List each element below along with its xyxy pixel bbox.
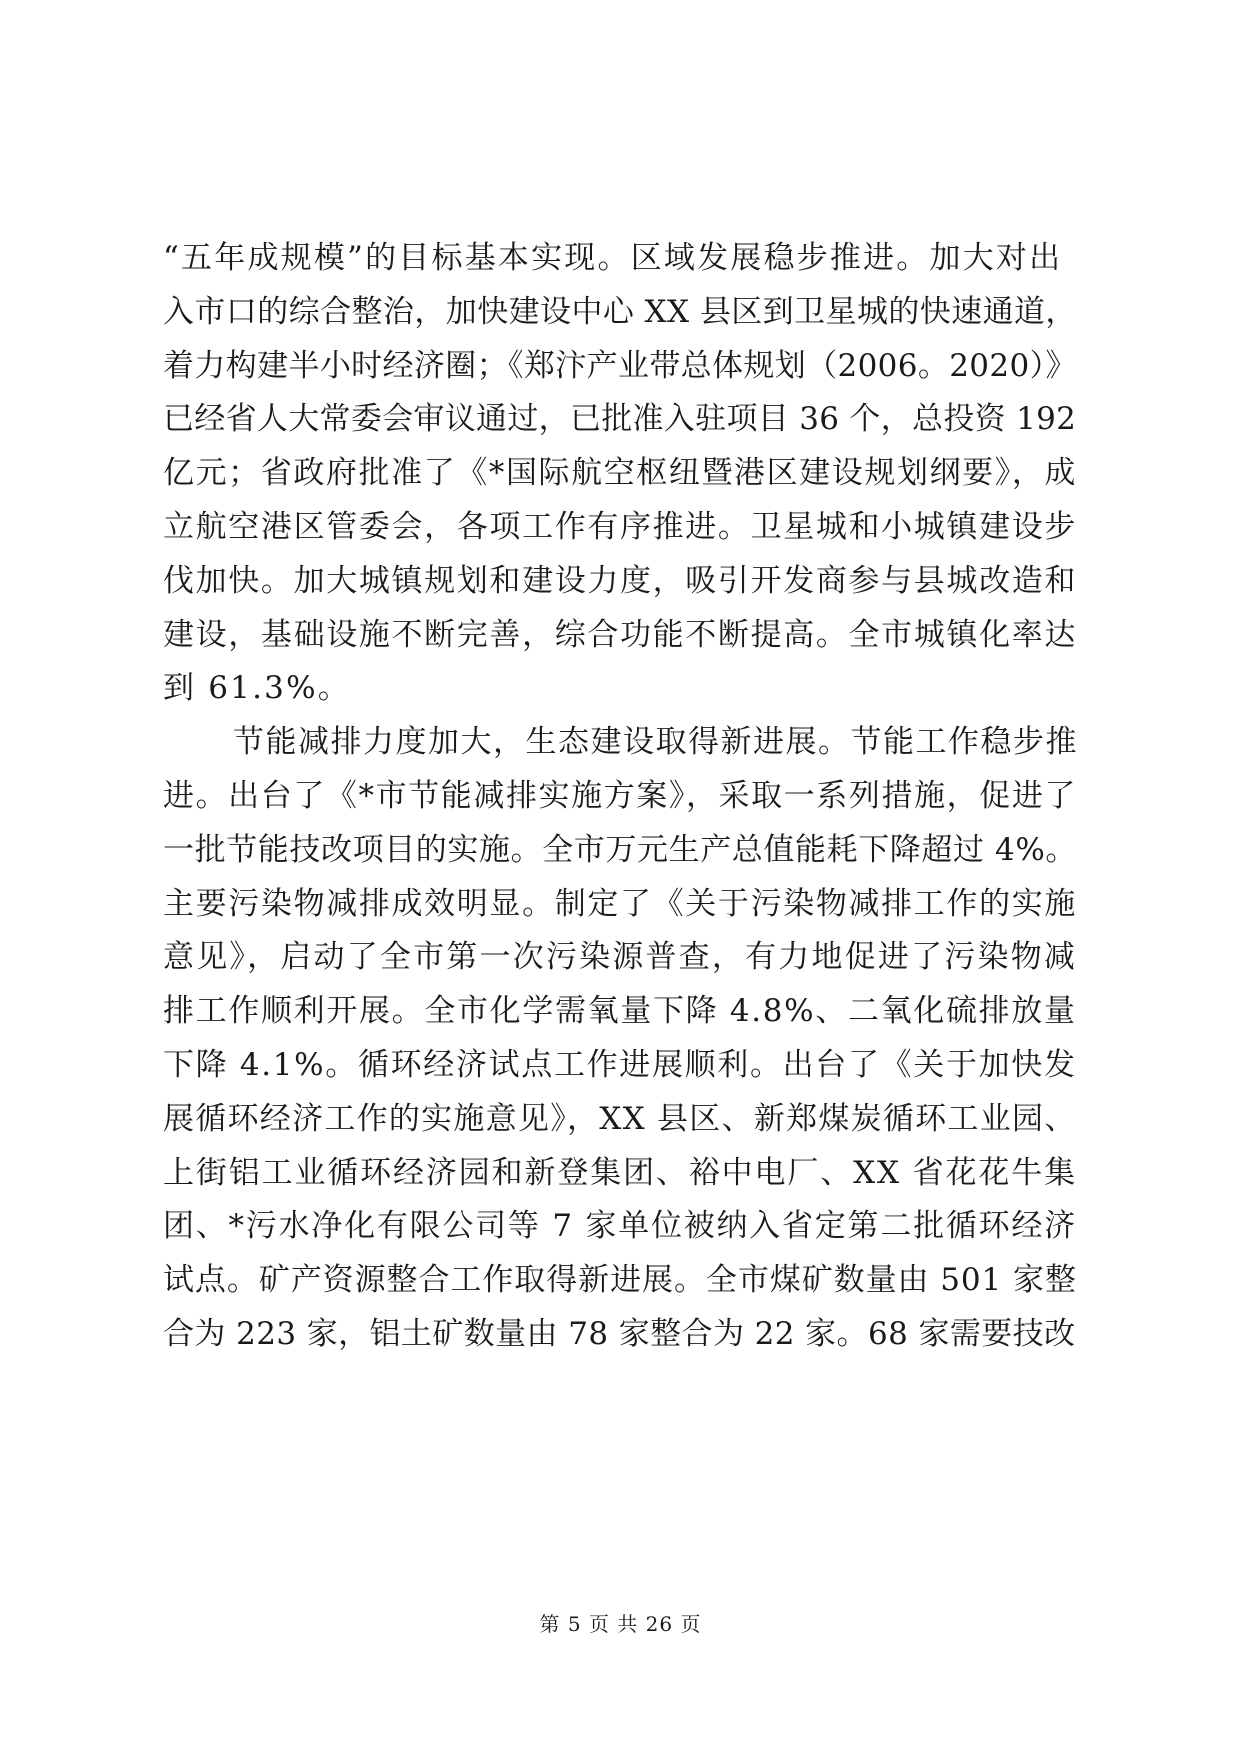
text-line: 意见》，启动了全市第一次污染源普查，有力地促进了污染物减 [163, 939, 1078, 976]
text-line: 亿元；省政府批准了《*国际航空枢纽暨港区建设规划纲要》，成 [163, 455, 1077, 492]
text-line: 团、*污水净化有限公司等 7 家单位被纳入省定第二批循环经济 [163, 1208, 1077, 1245]
text-line: 入市口的综合整治，加快建设中心 XX 县区到卫星城的快速通道， [163, 293, 1077, 330]
text-line: 节能减排力度加大，生态建设取得新进展。节能工作稳步推 [233, 724, 1078, 761]
body-text [163, 232, 1083, 1362]
text-line: “五年成规模”的目标基本实现。区域发展稳步推进。加大对出 [163, 240, 1063, 276]
text-line: 下降 4.1%。循环经济试点工作进展顺利。出台了《关于加快发 [163, 1046, 1077, 1083]
text-line: 到 61.3%。 [163, 670, 351, 707]
text-line: 建设，基础设施不断完善，综合功能不断提高。全市城镇化率达 [163, 616, 1077, 653]
text-line: 合为 223 家，铝土矿数量由 78 家整合为 22 家。68 家需要技改 [163, 1315, 1076, 1352]
text-line: 立航空港区管委会，各项工作有序推进。卫星城和小城镇建设步 [163, 508, 1077, 545]
page-footer: 第 5 页 共 26 页 [539, 1612, 702, 1636]
text-line: 着力构建半小时经济圈；《郑汴产业带总体规划（2006。2020）》 [163, 347, 1077, 384]
text-line: 排工作顺利开展。全市化学需氧量下降 4.8%、二氧化硫排放量 [163, 993, 1077, 1030]
text-line: 主要污染物减排成效明显。制定了《关于污染物减排工作的实施 [163, 885, 1077, 922]
text-line: 展循环经济工作的实施意见》，XX 县区、新郑煤炭循环工业园、 [163, 1100, 1077, 1137]
text-line: 已经省人大常委会审议通过，已批准入驻项目 36 个，总投资 192 [163, 401, 1077, 438]
text-line: 一批节能技改项目的实施。全市万元生产总值能耗下降超过 4%。 [163, 831, 1078, 868]
text-line: 进。出台了《*市节能减排实施方案》，采取一系列措施，促进了 [163, 777, 1077, 814]
text-line: 伐加快。加大城镇规划和建设力度，吸引开发商参与县城改造和 [163, 562, 1077, 599]
text-line: 试点。矿产资源整合工作取得新进展。全市煤矿数量由 501 家整 [163, 1262, 1077, 1299]
text-line: 上街铝工业循环经济园和新登集团、裕中电厂、XX 省花花牛集 [163, 1154, 1077, 1191]
